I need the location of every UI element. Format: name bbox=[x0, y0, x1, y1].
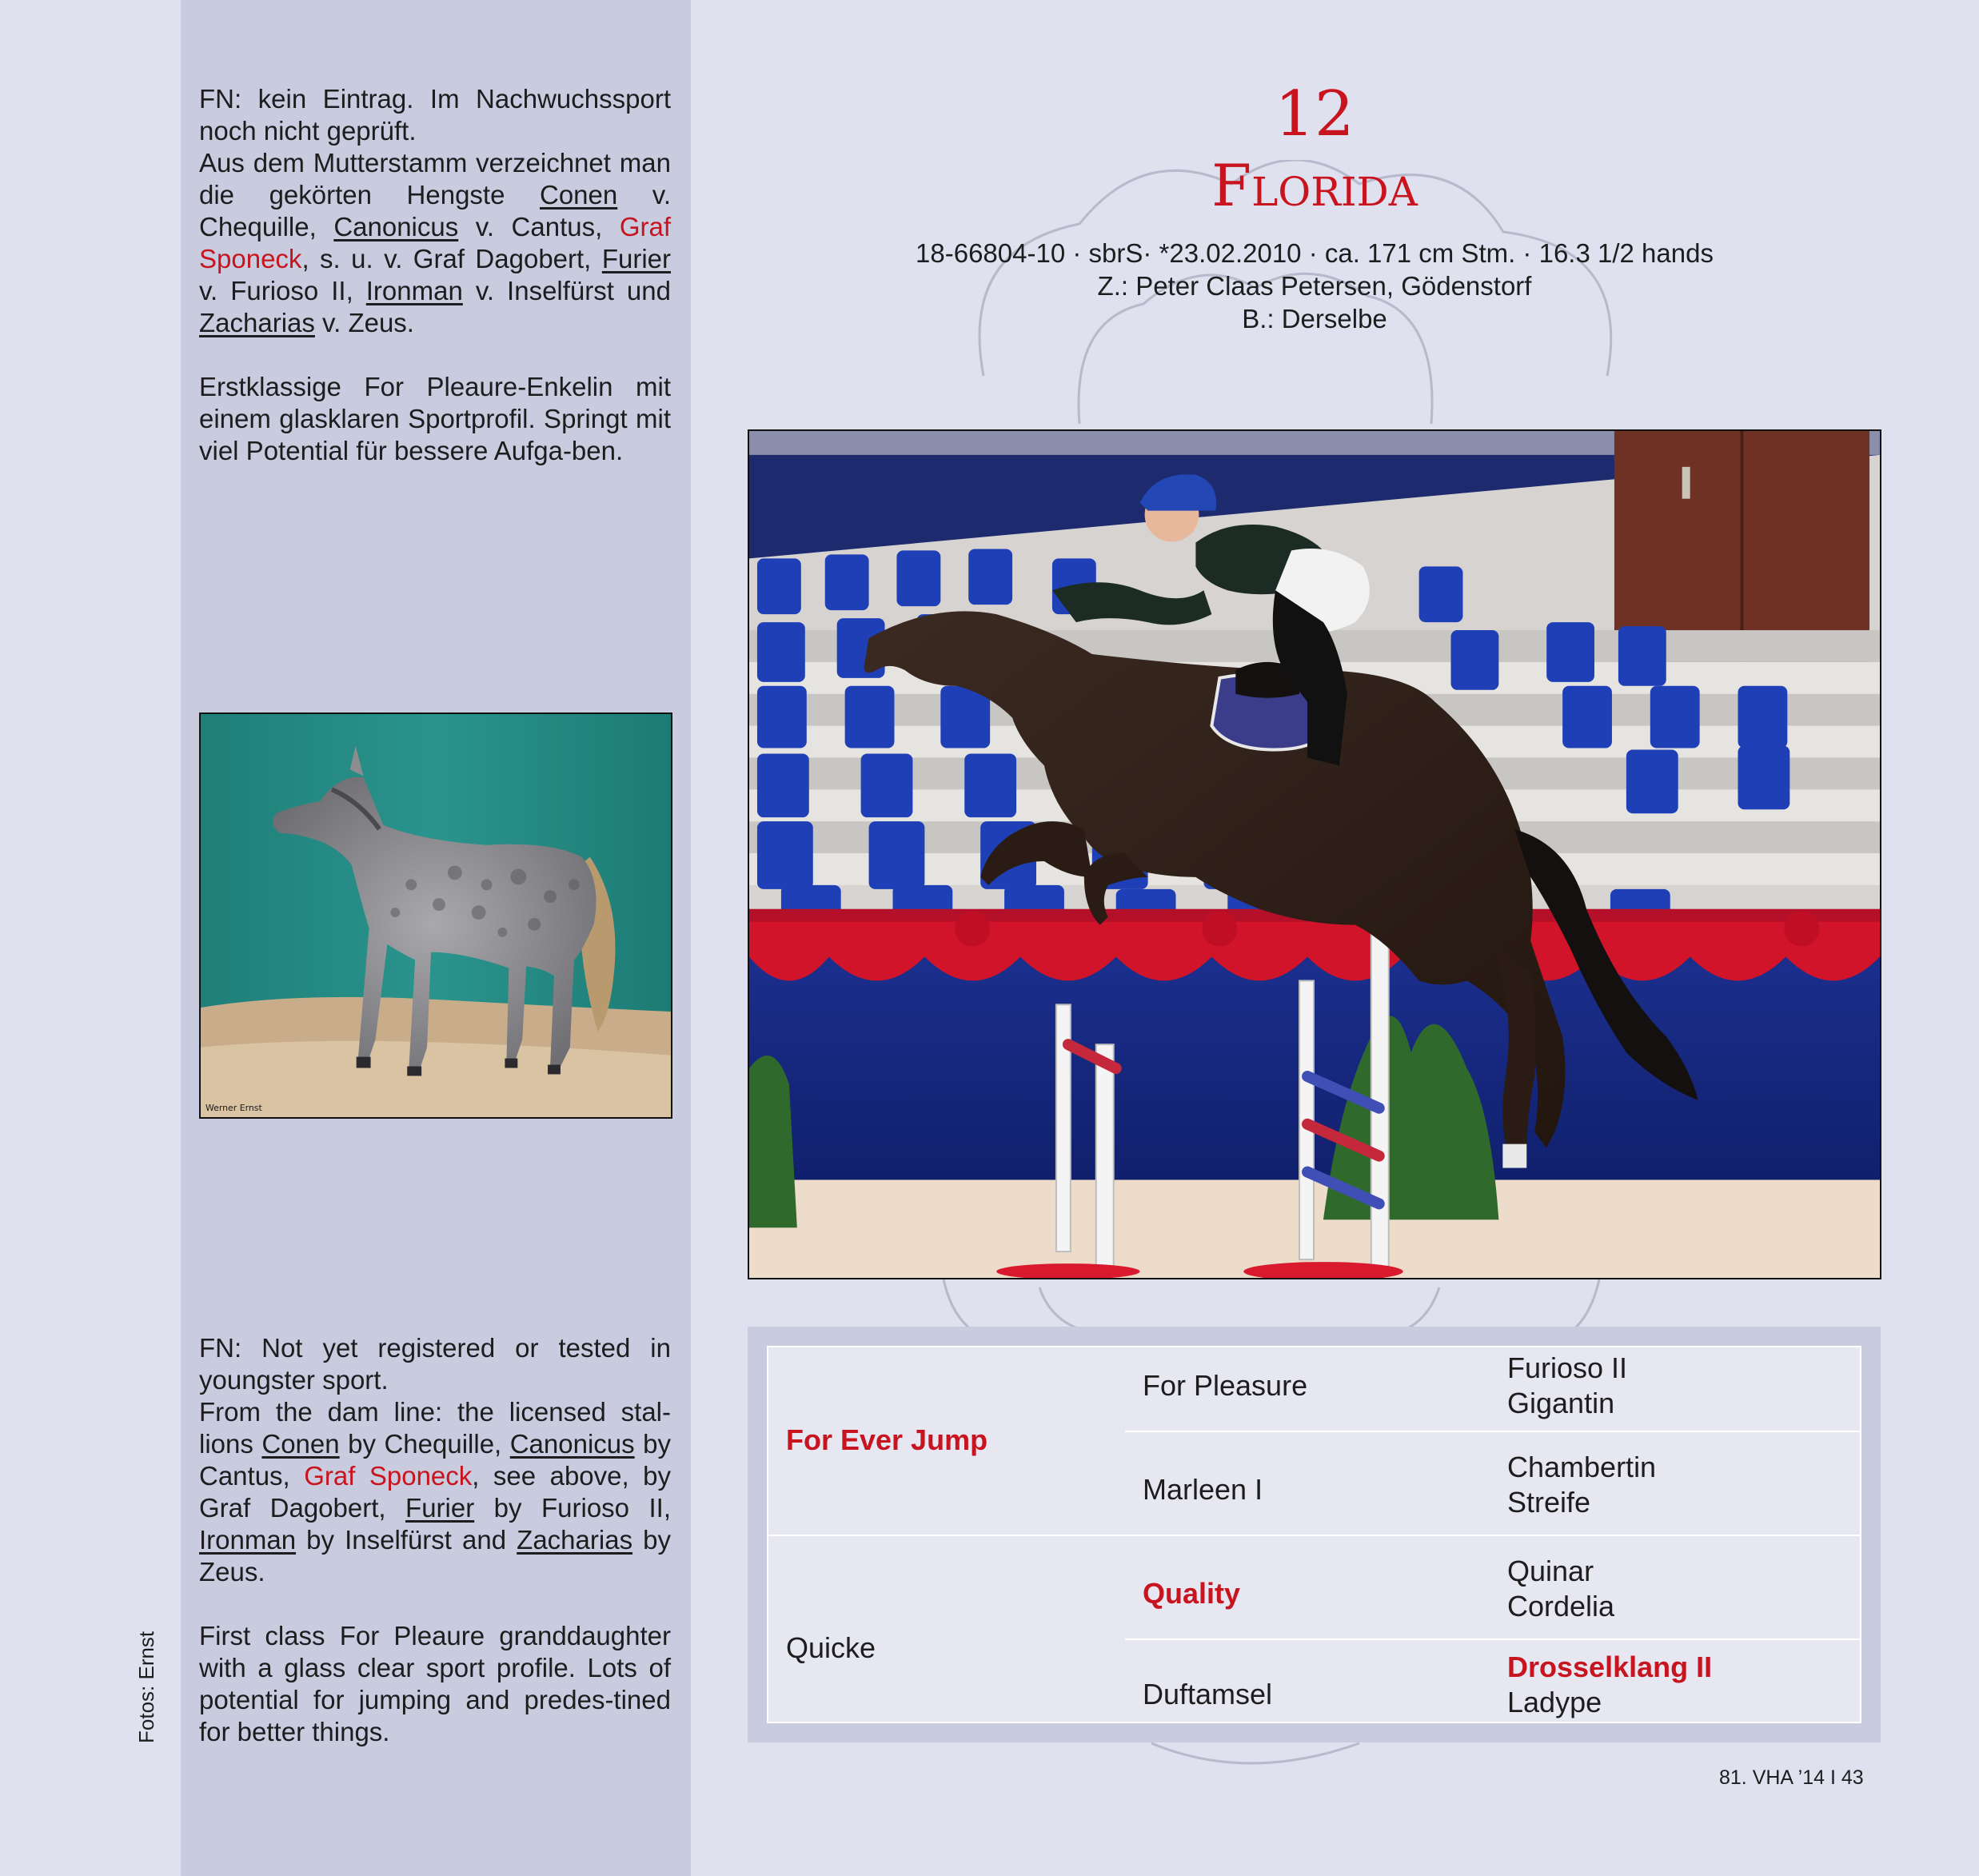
stallion-name: Canonicus bbox=[509, 1429, 635, 1459]
text-run: by Furioso II, bbox=[474, 1493, 671, 1523]
owner-line: B.: Derselbe bbox=[1242, 304, 1387, 333]
pedigree-divider-sire bbox=[1125, 1431, 1860, 1432]
pedigree-sire-dam: Marleen I bbox=[1143, 1473, 1263, 1506]
pedigree-dam-sire: Quality bbox=[1143, 1577, 1241, 1610]
text-run: , s. u. v. Graf Dagobert, bbox=[301, 244, 602, 273]
paragraph bbox=[199, 147, 671, 339]
text-run: FN: kein Eintrag. Im Nachwuchssport noch nicht geprüft. bbox=[199, 84, 671, 146]
text-run: v. Chequille, bbox=[199, 180, 671, 241]
text-run: Erstklassige For Pleaure-Enkelin mit einem glasklaren Sportprofil. Springt mit viel Potential für bessere Aufga-ben. bbox=[199, 372, 671, 465]
page-reference: 81. VHA ’14 I 43 bbox=[1719, 1766, 1864, 1789]
text-run: FN: Not yet registered or tested in youngster sport. bbox=[199, 1333, 671, 1395]
pedigree-dsd: Cordelia bbox=[1507, 1590, 1615, 1623]
text-run: First class For Pleaure granddaughter with a glass clear sport profile. Lots of potential for jumping and predes-tined for better things. bbox=[199, 1621, 671, 1746]
stallion-name: Conen bbox=[261, 1429, 340, 1459]
pedigree-sss: Furioso II bbox=[1507, 1351, 1628, 1384]
stallion-name: Ironman bbox=[199, 1525, 297, 1555]
pedigree-divider-main bbox=[768, 1535, 1860, 1536]
paragraph bbox=[199, 1396, 671, 1588]
breeder-line: Z.: Peter Claas Petersen, Gödenstorf bbox=[1097, 271, 1532, 301]
pedigree-dss: Quinar bbox=[1507, 1555, 1594, 1587]
text-run: by Cantus, bbox=[199, 1429, 671, 1491]
english-description bbox=[199, 1332, 671, 1748]
text-run: From the dam line: the licensed stal-lions bbox=[199, 1397, 671, 1459]
stallion-name: Canonicus bbox=[333, 212, 459, 241]
stallion-name: Conen bbox=[539, 180, 618, 210]
pedigree-dam: Quicke bbox=[786, 1631, 876, 1664]
text-run: by Zeus. bbox=[199, 1525, 671, 1587]
pedigree-table bbox=[767, 1346, 1861, 1723]
pedigree-sds: Chambertin bbox=[1507, 1451, 1657, 1483]
lot-number: 12 bbox=[1275, 78, 1355, 150]
pedigree-sire: For Ever Jump bbox=[786, 1423, 988, 1456]
pedigree-divider-dam bbox=[1125, 1639, 1860, 1640]
text-run: by Chequille, bbox=[339, 1429, 510, 1459]
pedigree-dds: Drosselklang II bbox=[1507, 1650, 1713, 1683]
paragraph-gap bbox=[199, 339, 671, 371]
highlighted-stallion-name: Graf Sponeck bbox=[304, 1461, 473, 1491]
photo-credit: Fotos: Ernst bbox=[134, 1631, 158, 1743]
text-run: v. Furioso II, bbox=[199, 276, 366, 305]
stallion-name: Ironman bbox=[365, 276, 463, 305]
stallion-name: Furier bbox=[405, 1493, 475, 1523]
stallion-name: Furier bbox=[601, 244, 671, 273]
stallion-name: Zacharias bbox=[199, 308, 315, 337]
text-run: v. Inselfürst und bbox=[462, 276, 671, 305]
pedigree-ddd: Ladype bbox=[1507, 1686, 1602, 1718]
photo-signature: Werner Ernst bbox=[205, 1103, 262, 1114]
text-run: v. Zeus. bbox=[314, 308, 414, 337]
highlighted-stallion-name: Graf Sponeck bbox=[199, 212, 672, 273]
horse-info-line: 18-66804-10 · sbrS· *23.02.2010 · ca. 171 cm Stm. · 16.3 1/2 hands bbox=[916, 238, 1714, 268]
pedigree-sire-sire: For Pleasure bbox=[1143, 1369, 1308, 1402]
pedigree-sdd: Streife bbox=[1507, 1486, 1591, 1519]
text-run: Aus dem Mutterstamm verzeichnet man die gekörten Hengste bbox=[199, 148, 671, 210]
paragraph-gap bbox=[199, 1588, 671, 1620]
text-run: , see above, by Graf Dagobert, bbox=[199, 1461, 671, 1523]
pedigree-dam-dam: Duftamsel bbox=[1143, 1678, 1273, 1710]
paragraph bbox=[199, 1332, 671, 1396]
pedigree-ssd: Gigantin bbox=[1507, 1387, 1615, 1419]
paragraph bbox=[199, 1620, 671, 1748]
show-jumping-photo bbox=[748, 429, 1881, 1279]
pedigree-panel bbox=[748, 1327, 1881, 1742]
grey-horse-photo bbox=[199, 712, 672, 1119]
paragraph bbox=[199, 83, 671, 147]
horse-name: Florida bbox=[1211, 152, 1418, 219]
text-run: v. Cantus, bbox=[458, 212, 620, 241]
text-run: by Inselfürst and bbox=[296, 1525, 517, 1555]
german-description bbox=[199, 83, 671, 467]
paragraph bbox=[199, 371, 671, 467]
stallion-name: Zacharias bbox=[517, 1525, 633, 1555]
